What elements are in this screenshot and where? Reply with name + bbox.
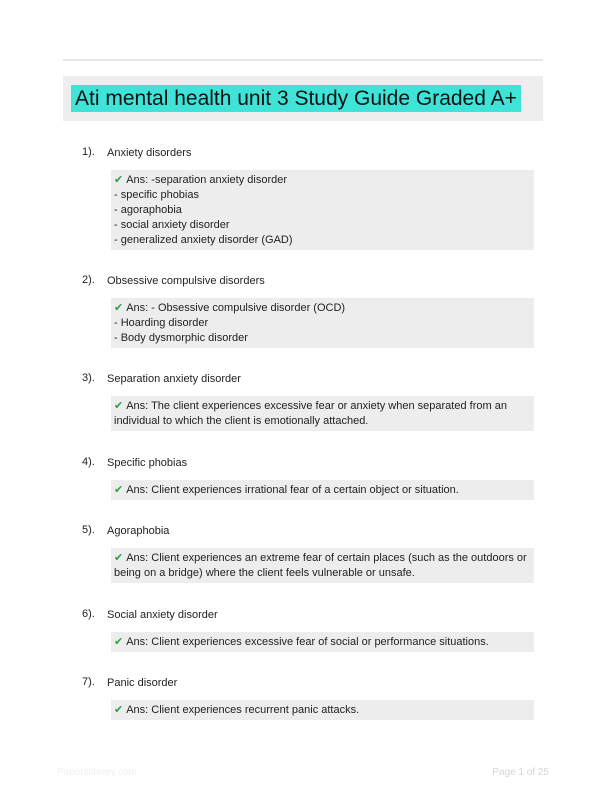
title-banner xyxy=(63,76,543,121)
answer-line: - Body dysmorphic disorder xyxy=(114,332,248,344)
question-title: Separation anxiety disorder xyxy=(107,373,241,385)
question-number: 3). xyxy=(82,372,95,384)
question-title: Social anxiety disorder xyxy=(107,609,218,621)
checkmark-icon: ✔ xyxy=(114,483,124,496)
answer-line: - specific phobias xyxy=(114,189,199,201)
answer-line: ✔ Ans: - Obsessive compulsive disorder (OCD) xyxy=(114,301,346,314)
answer-box xyxy=(111,298,534,348)
question-number: 6). xyxy=(82,608,95,620)
question-title: Specific phobias xyxy=(107,457,188,469)
question-number: 4). xyxy=(82,456,95,468)
checkmark-icon: ✔ xyxy=(114,635,124,648)
answer-line: - Hoarding disorder xyxy=(114,317,209,329)
question-number: 5). xyxy=(82,524,95,536)
answer-box xyxy=(111,170,534,250)
top-divider xyxy=(63,59,543,61)
answer-box xyxy=(111,548,534,583)
question-title: Panic disorder xyxy=(107,677,178,689)
checkmark-icon: ✔ xyxy=(114,399,124,412)
answer-line: ✔ Ans: Client experiences recurrent panic attacks. xyxy=(114,703,360,716)
checkmark-icon: ✔ xyxy=(114,301,124,314)
checkmark-icon: ✔ xyxy=(114,703,124,716)
answer-line: ✔ Ans: Client experiences excessive fear of social or performance situations. xyxy=(114,635,489,648)
answer-line: - social anxiety disorder xyxy=(114,219,230,231)
answer-line: - agoraphobia xyxy=(114,204,182,216)
checkmark-icon: ✔ xyxy=(114,173,124,186)
question-title: Obsessive compulsive disorders xyxy=(107,275,265,287)
answer-box xyxy=(111,396,534,431)
question-title: Anxiety disorders xyxy=(107,147,192,159)
page-title: Ati mental health unit 3 Study Guide Graded A+ xyxy=(71,85,521,112)
page-number: Page 1 of 25 xyxy=(492,767,549,778)
answer-line: - generalized anxiety disorder (GAD) xyxy=(114,234,293,246)
answer-box xyxy=(111,632,534,652)
footer-watermark: Paperslibrary.com xyxy=(57,767,137,778)
answer-line: ✔ Ans: The client experiences excessive fear or anxiety when separated from an individual to which the client is emotionally attached. xyxy=(114,399,507,427)
question-title: Agoraphobia xyxy=(107,525,170,537)
question-number: 1). xyxy=(82,146,95,158)
answer-line: ✔ Ans: Client experiences irrational fear of a certain object or situation. xyxy=(114,483,459,496)
checkmark-icon: ✔ xyxy=(114,551,124,564)
answer-line: ✔ Ans: Client experiences an extreme fear of certain places (such as the outdoors or being on a bridge) where the client feels vulnerable or unsafe. xyxy=(114,551,527,579)
question-number: 2). xyxy=(82,274,95,286)
answer-box xyxy=(111,700,534,720)
answer-box xyxy=(111,480,534,500)
question-number: 7). xyxy=(82,676,95,688)
answer-line: ✔ Ans: -separation anxiety disorder xyxy=(114,173,288,186)
